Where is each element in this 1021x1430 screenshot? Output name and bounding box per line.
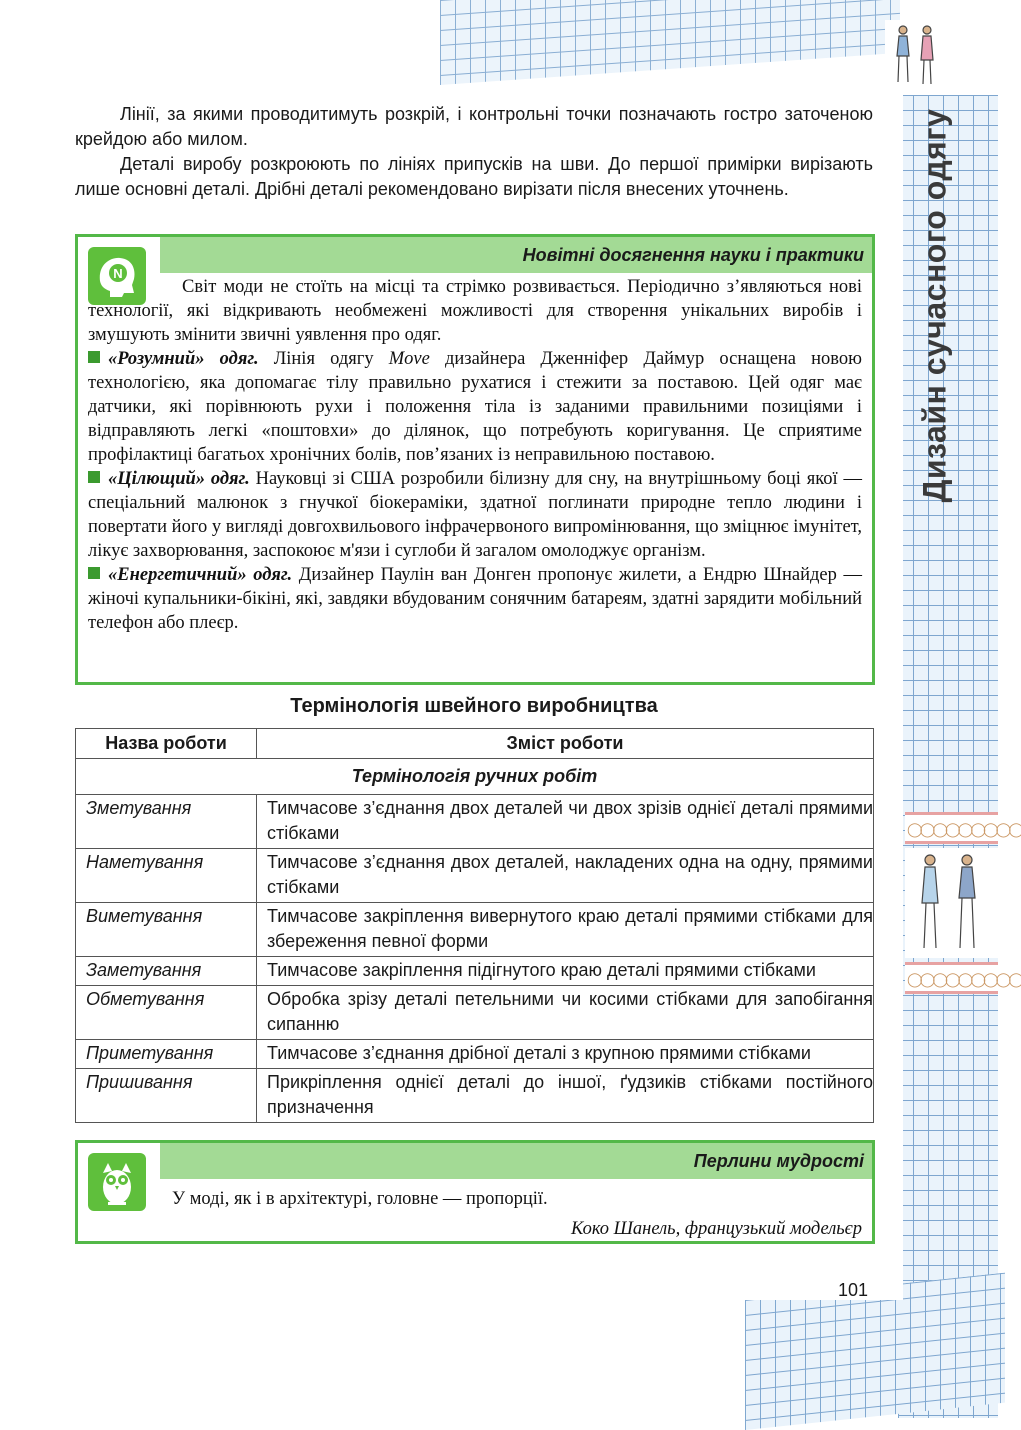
table-title: Термінологія швейного виробництва xyxy=(290,695,658,717)
svg-text:N: N xyxy=(113,266,123,281)
table-section-heading: Термінологія ручних робіт xyxy=(76,759,874,795)
table-row: Пришивання Прикріплення однієї деталі до іншої, ґудзиків стібками постійного призначення xyxy=(76,1069,874,1123)
news-intro: Світ моди не стоїть на місці та стрімко розвивається. Періодично з’являються нові технології, які відкривають необмежені можливості для створення унікальних виробів і змушують змінити звичні уявлення про одяг. xyxy=(88,277,862,345)
bullet-icon xyxy=(88,567,100,579)
news-box-header xyxy=(160,237,872,273)
intro-paragraph-2: Деталі виробу розкроюють по лініях припусків на шви. До першої примірки вирізають лише основні деталі. Дрібні деталі рекомендовано вирізати після внесених уточнень. xyxy=(75,154,873,199)
table-row: Заметування Тимчасове закріплення підігнутого краю деталі прямими стібками xyxy=(76,957,874,986)
chapter-title: Дизайн сучасного одягу xyxy=(916,108,953,502)
wisdom-box-header xyxy=(160,1143,872,1179)
bullet-icon xyxy=(88,351,100,363)
chapter-title-vertical xyxy=(905,108,965,502)
column-header-content: Зміст роботи xyxy=(257,729,874,759)
page-number: 101 xyxy=(838,1280,869,1300)
wisdom-author: Коко Шанель, французький модельєр xyxy=(570,1219,862,1239)
table-row: Зметування Тимчасове з’єднання двох деталей чи двох зрізів однієї деталі прямими стібками xyxy=(76,795,874,849)
wisdom-box xyxy=(75,1140,875,1244)
bullet-icon xyxy=(88,471,100,483)
column-header-name: Назва роботи xyxy=(76,729,257,759)
decorative-band: ◯◯◯◯◯◯◯◯◯ xyxy=(905,962,998,994)
table-row: Обметування Обробка зрізу деталі петельними чи косими стібками для запобігання сипанню xyxy=(76,986,874,1040)
news-box-heading: Новітні досягнення науки і практики xyxy=(522,245,864,265)
table-row: Приметування Тимчасове з’єднання дрібної деталі з крупною прямими стібками xyxy=(76,1040,874,1069)
intro-paragraph-1: Лінії, за якими проводитимуть розкрій, і контрольні точки позначають гостро заточеною крейдою або милом. xyxy=(75,104,873,149)
news-item-1: «Розумний» одяг. Лінія одягу Move дизайнера Дженніфер Даймур оснащена новою технологією, яка допомагає тілу правильно рухатися і стежити за поставою. Цей одяг має датчики, які порівнюють рухи і положення тіла із заданими правильними позиціями і відправляють легкі «поштовхи» до ділянок, що потребують коригування. Це сприятиме профілактиці багатьох хронічних болів, пов’язаних із неправильною поставою. xyxy=(88,349,862,465)
wisdom-quote: У моді, як і в архітектурі, головне — пропорції. xyxy=(172,1189,548,1209)
news-box xyxy=(75,234,875,685)
fashion-figures-middle xyxy=(905,848,998,958)
grid-paper-top xyxy=(440,0,900,85)
news-item-2: «Цілющий» одяг. Науковці зі США розробили білизну для сну, на внутрішньому боці якої — спеціальний малюнок з гнучкої біокераміки, здатної поглинати природне тепло людини і повертати його у вигляді довгохвильового інфрачервоного випромінювання, що зміцнює імунітет, лікує захворювання, заспокоює м'язи і суглоби й загалом омолоджує організм. xyxy=(88,469,862,561)
owl-icon xyxy=(88,1153,146,1211)
table-row: Наметування Тимчасове з’єднання двох деталей, накладених одна на одну, прямими стібками xyxy=(76,849,874,903)
terms-table xyxy=(75,728,874,1123)
table-row: Виметування Тимчасове закріплення вивернутого краю деталі прямими стібками для збереження певної форми xyxy=(76,903,874,957)
fashion-figures-top xyxy=(885,20,955,90)
decorative-band: ◯◯◯◯◯◯◯◯◯ xyxy=(905,812,998,844)
wisdom-box-heading: Перлини мудрості xyxy=(693,1151,864,1171)
news-item-3: «Енергетичний» одяг. Дизайнер Паулін ван Донген пропонує жилети, а Ендрю Шнайдер — жіночі купальники-бікіні, які, завдяки вбудованим сонячним батареям, здатні зарядити мобільний телефон або плеєр. xyxy=(88,565,862,633)
